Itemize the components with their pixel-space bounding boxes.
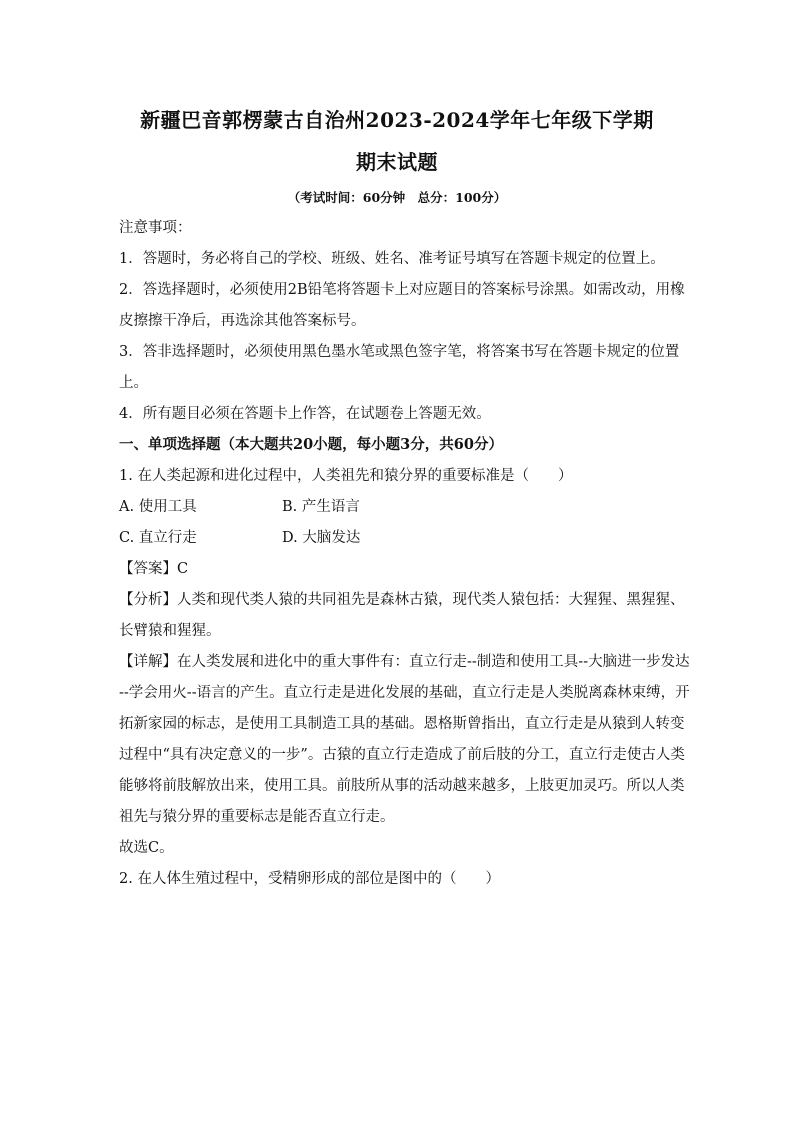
detail-text: 过程中“具有决定意义的一步”。古猿的直立行走造成了前后肢的分工，直立行走使古人类 [119, 747, 685, 763]
notice-item: 1．答题时，务必将自己的学校、班级、姓名、准考证号填写在答题卡规定的位置上。 [119, 251, 665, 267]
notice-item: 皮擦擦干净后，再选涂其他答案标号。 [119, 313, 366, 329]
section-heading: 一、单项选择题（本大题共20小题，每小题3分，共60分） [119, 436, 503, 453]
option-d: D. 大脑发达 [282, 530, 361, 546]
detail-text: --学会用火--语言的产生。直立行走是进化发展的基础，直立行走是人类脱离森林束缚，开 [119, 685, 690, 701]
answer: 【答案】C [119, 561, 189, 577]
option-c: C. 直立行走 [119, 530, 197, 546]
notice-heading: 注意事项： [119, 220, 192, 236]
notice-item: 2．答选择题时，必须使用2B铅笔将答题卡上对应题目的答案标号涂黑。如需改动，用橡 [119, 282, 685, 298]
detail-text: 祖先与猿分界的重要标志是能否直立行走。 [119, 809, 395, 825]
detail-text: 【详解】在人类发展和进化中的重大事件有：直立行走--制造和使用工具--大脑进一步发达 [119, 654, 690, 670]
exam-title: 新疆巴音郭楞蒙古自治州2023-2024学年七年级下学期 [140, 108, 654, 132]
detail-text: 拓新家园的标志，是使用工具制造工具的基础。恩格斯曾指出，直立行走是从猿到人转变 [119, 716, 685, 732]
analysis-text: 【分析】人类和现代类人猿的共同祖先是森林古猿，现代类人猿包括：大猩猩、黑猩猩、 [119, 592, 685, 608]
question-stem: 1. 在人类起源和进化过程中，人类祖先和猿分界的重要标准是（ ） [119, 468, 573, 484]
exam-info: （考试时间：60分钟 总分：100分） [287, 190, 507, 205]
option-a: A. 使用工具 [119, 499, 197, 515]
exam-title-line2: 期末试题 [356, 150, 438, 174]
notice-item: 3．答非选择题时，必须使用黑色墨水笔或黑色签字笔，将答案书写在答题卡规定的位置 [119, 344, 680, 360]
option-b: B. 产生语言 [282, 499, 360, 515]
notice-item: 4．所有题目必须在答题卡上作答，在试题卷上答题无效。 [119, 406, 491, 422]
question-stem: 2. 在人体生殖过程中，受精卵形成的部位是图中的（ ） [119, 871, 500, 887]
analysis-text: 长臂猿和猩猩。 [119, 623, 221, 639]
conclusion: 故选C。 [119, 840, 174, 856]
detail-text: 能够将前肢解放出来，使用工具。前肢所从事的活动越来越多，上肢更加灵巧。所以人类 [119, 778, 685, 794]
notice-item: 上。 [119, 375, 148, 391]
